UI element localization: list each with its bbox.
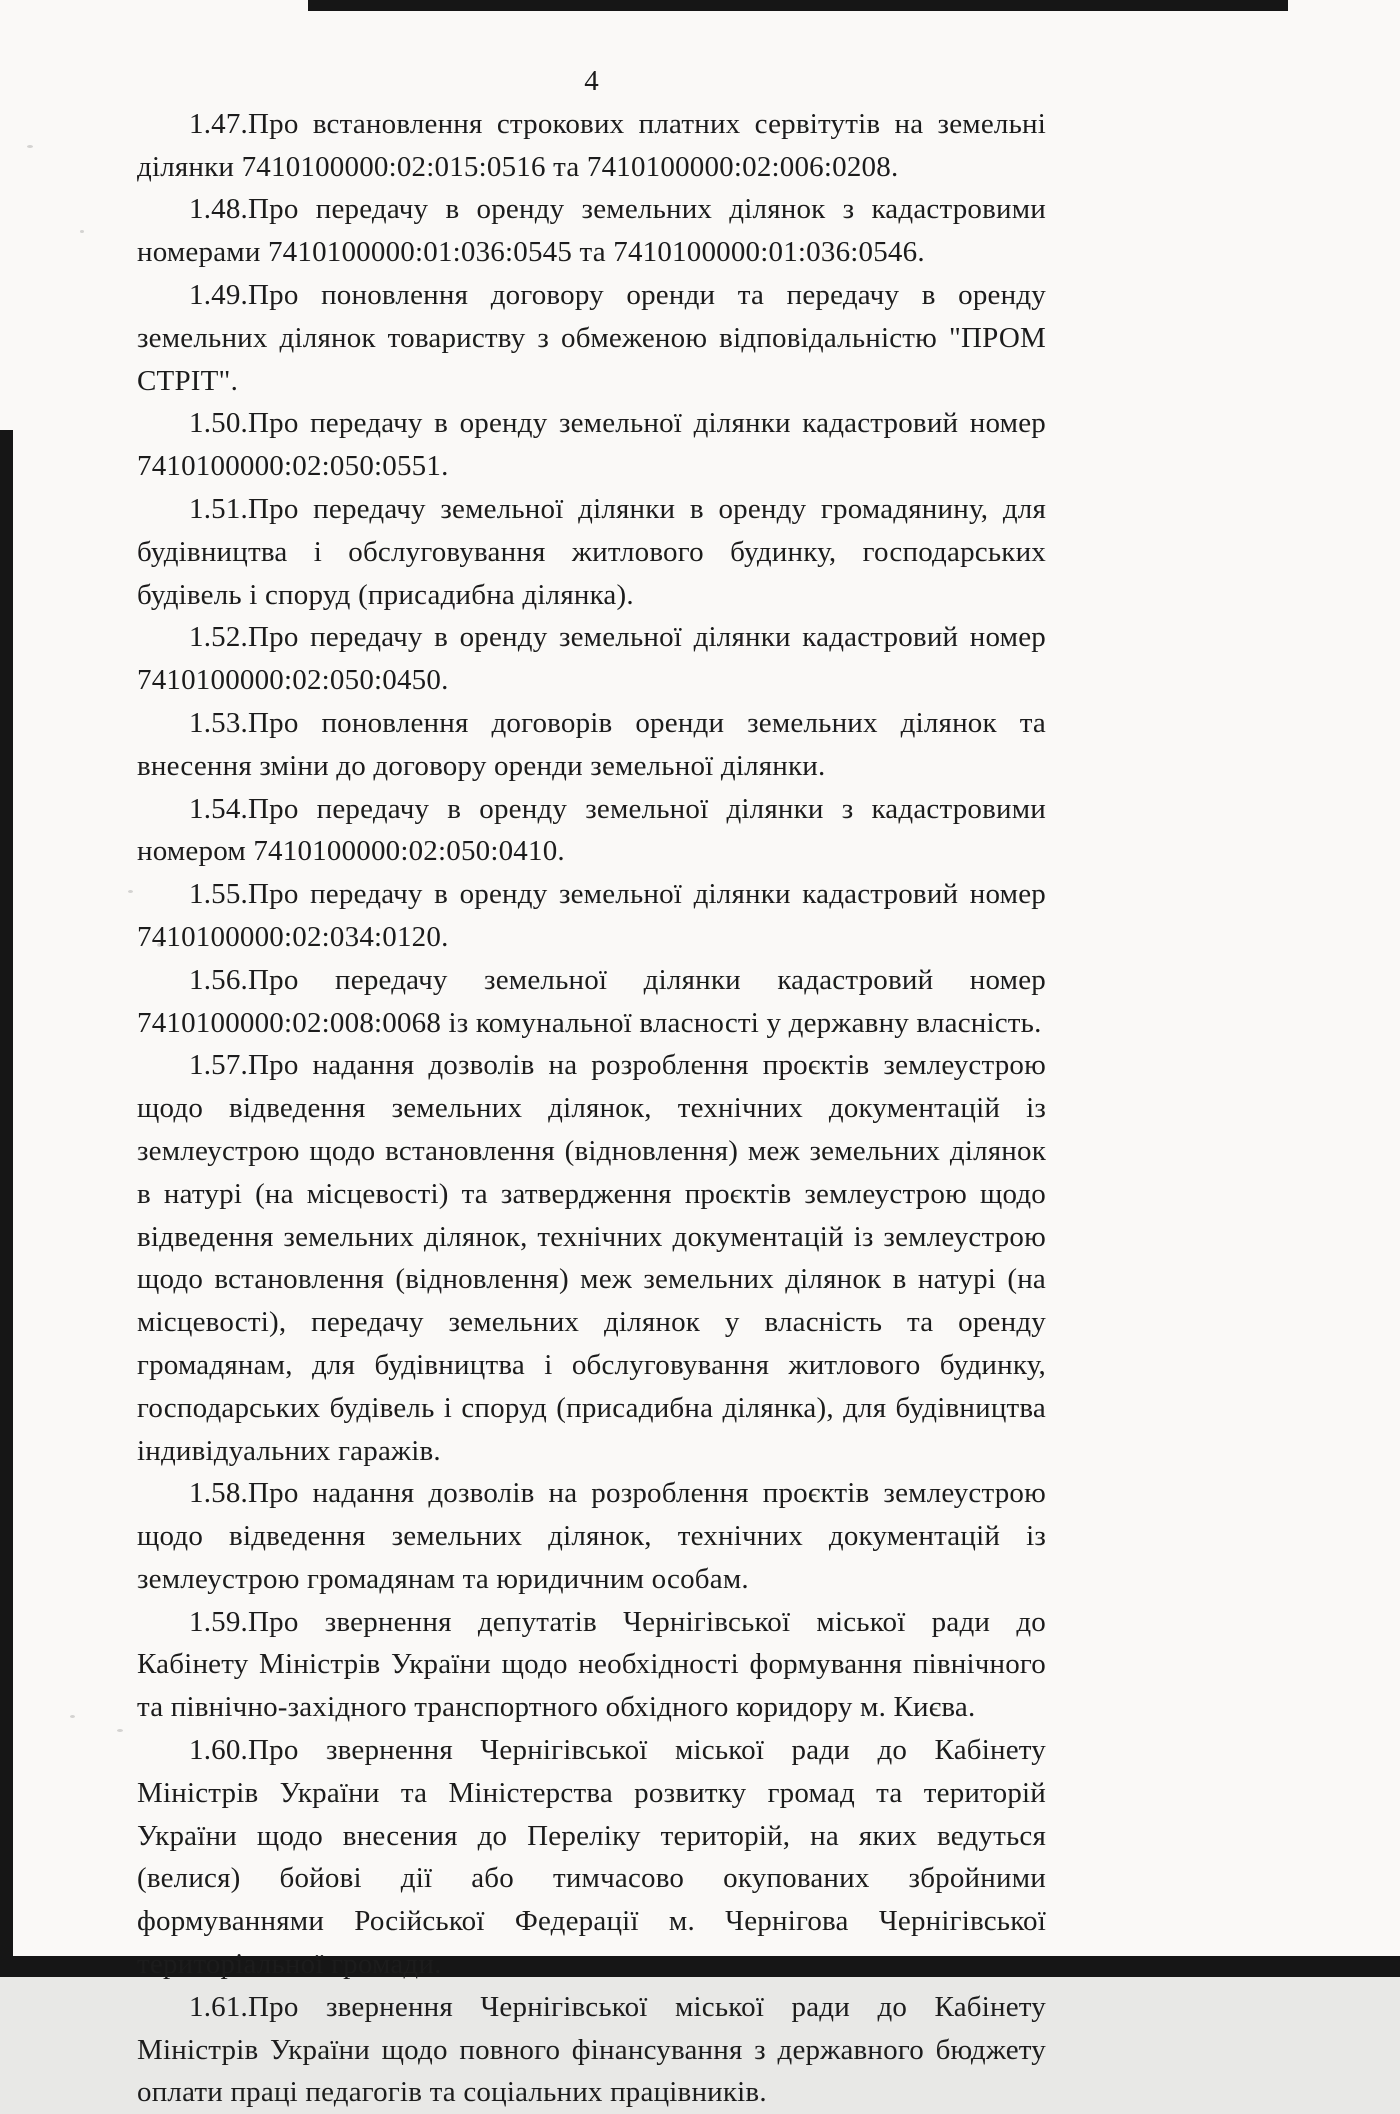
agenda-item-1.59: 1.59.Про звернення депутатів Чернігівської міської ради до Кабінету Міністрів України щодо необхідності формування північного та північно-західного транспортного обхідного коридору м. Києва. <box>137 1605 1046 1724</box>
agenda-item-1.54: 1.54.Про передачу в оренду земельної ділянки з кадастровими номером 7410100000:02:050:0410. <box>137 792 1046 868</box>
agenda-item-1.47: 1.47.Про встановлення строкових платних сервітутів на земельні ділянки 7410100000:02:015:0516 та 7410100000:02:006:0208. <box>137 107 1046 183</box>
scan-speck <box>128 890 133 893</box>
scan-speck <box>27 145 33 148</box>
page-number: 4 <box>584 65 599 97</box>
scan-speck <box>80 230 84 233</box>
scan-edge-top <box>308 0 1288 11</box>
agenda-item-1.49: 1.49.Про поновлення договору оренди та передачу в оренду земельних ділянок товариству з обмеженою відповідальністю "ПРОМ СТРІТ". <box>137 278 1046 397</box>
scan-speck <box>117 1729 123 1732</box>
agenda-item-1.52: 1.52.Про передачу в оренду земельної ділянки кадастровий номер 7410100000:02:050:0450. <box>137 621 1046 697</box>
scan-edge-left <box>0 430 13 1977</box>
agenda-item-1.58: 1.58.Про надання дозволів на розроблення проєктів землеустрою щодо відведення земельних ділянок, технічних документацій із землеустрою громадянам та юридичним особам. <box>137 1477 1046 1595</box>
agenda-item-1.56: 1.56.Про передачу земельної ділянки кадастровий номер 7410100000:02:008:0068 із комунальної власності у державну власність. <box>137 963 1046 1039</box>
agenda-item-1.55: 1.55.Про передачу в оренду земельної ділянки кадастровий номер 7410100000:02:034:0120. <box>137 878 1046 953</box>
agenda-item-1.61: 1.61.Про звернення Чернігівської міської ради до Кабінету Міністрів України щодо повного фінансування з державного бюджету оплати праці педагогів та соціальних працівників. <box>137 1990 1046 2109</box>
agenda-item-1.48: 1.48.Про передачу в оренду земельних ділянок з кадастровими номерами 7410100000:01:036:0545 та 7410100000:01:036:0546. <box>137 193 1046 269</box>
document-body <box>137 103 1046 2114</box>
agenda-item-1.51: 1.51.Про передачу земельної ділянки в оренду громадянину, для будівництва і обслуговування житлового будинку, господарських будівель і споруд (присадибна ділянка). <box>137 492 1046 611</box>
agenda-item-1.60: 1.60.Про звернення Чернігівської міської ради до Кабінету Міністрів України та Міністерства розвитку громад та територій України щодо внесения до Переліку територій, на яких ведуться (велися) бойові дії або тимчасово окупованих збройними формуваннями Російської Федерації м. Чернігова Чернігівської територіальної громади. <box>137 1734 1046 1981</box>
agenda-item-1.57: 1.57.Про надання дозволів на розроблення проєктів землеустрою щодо відведення земельних ділянок, технічних документацій із землеустрою щодо встановлення (відновлення) меж земельних ділянок в натурі (на місцевості) та затвердження проєктів землеустрою щодо відведення земельних ділянок, технічних документацій із землеустрою щодо встановлення (відновлення) меж земельних ділянок в натурі (на місцевості), передачу земельних ділянок у власність та оренду громадянам, для будівництва і обслуговування житлового будинку, господарських будівель і споруд (присадибна ділянка), для будівництва індивідуальних гаражів. <box>137 1049 1046 1467</box>
agenda-item-1.50: 1.50.Про передачу в оренду земельної ділянки кадастровий номер 7410100000:02:050:0551. <box>137 407 1046 483</box>
agenda-item-1.53: 1.53.Про поновлення договорів оренди земельних ділянок та внесення зміни до договору оренди земельної ділянки. <box>137 706 1046 782</box>
scan-speck <box>70 1715 75 1718</box>
document-text-block <box>137 60 1046 2114</box>
